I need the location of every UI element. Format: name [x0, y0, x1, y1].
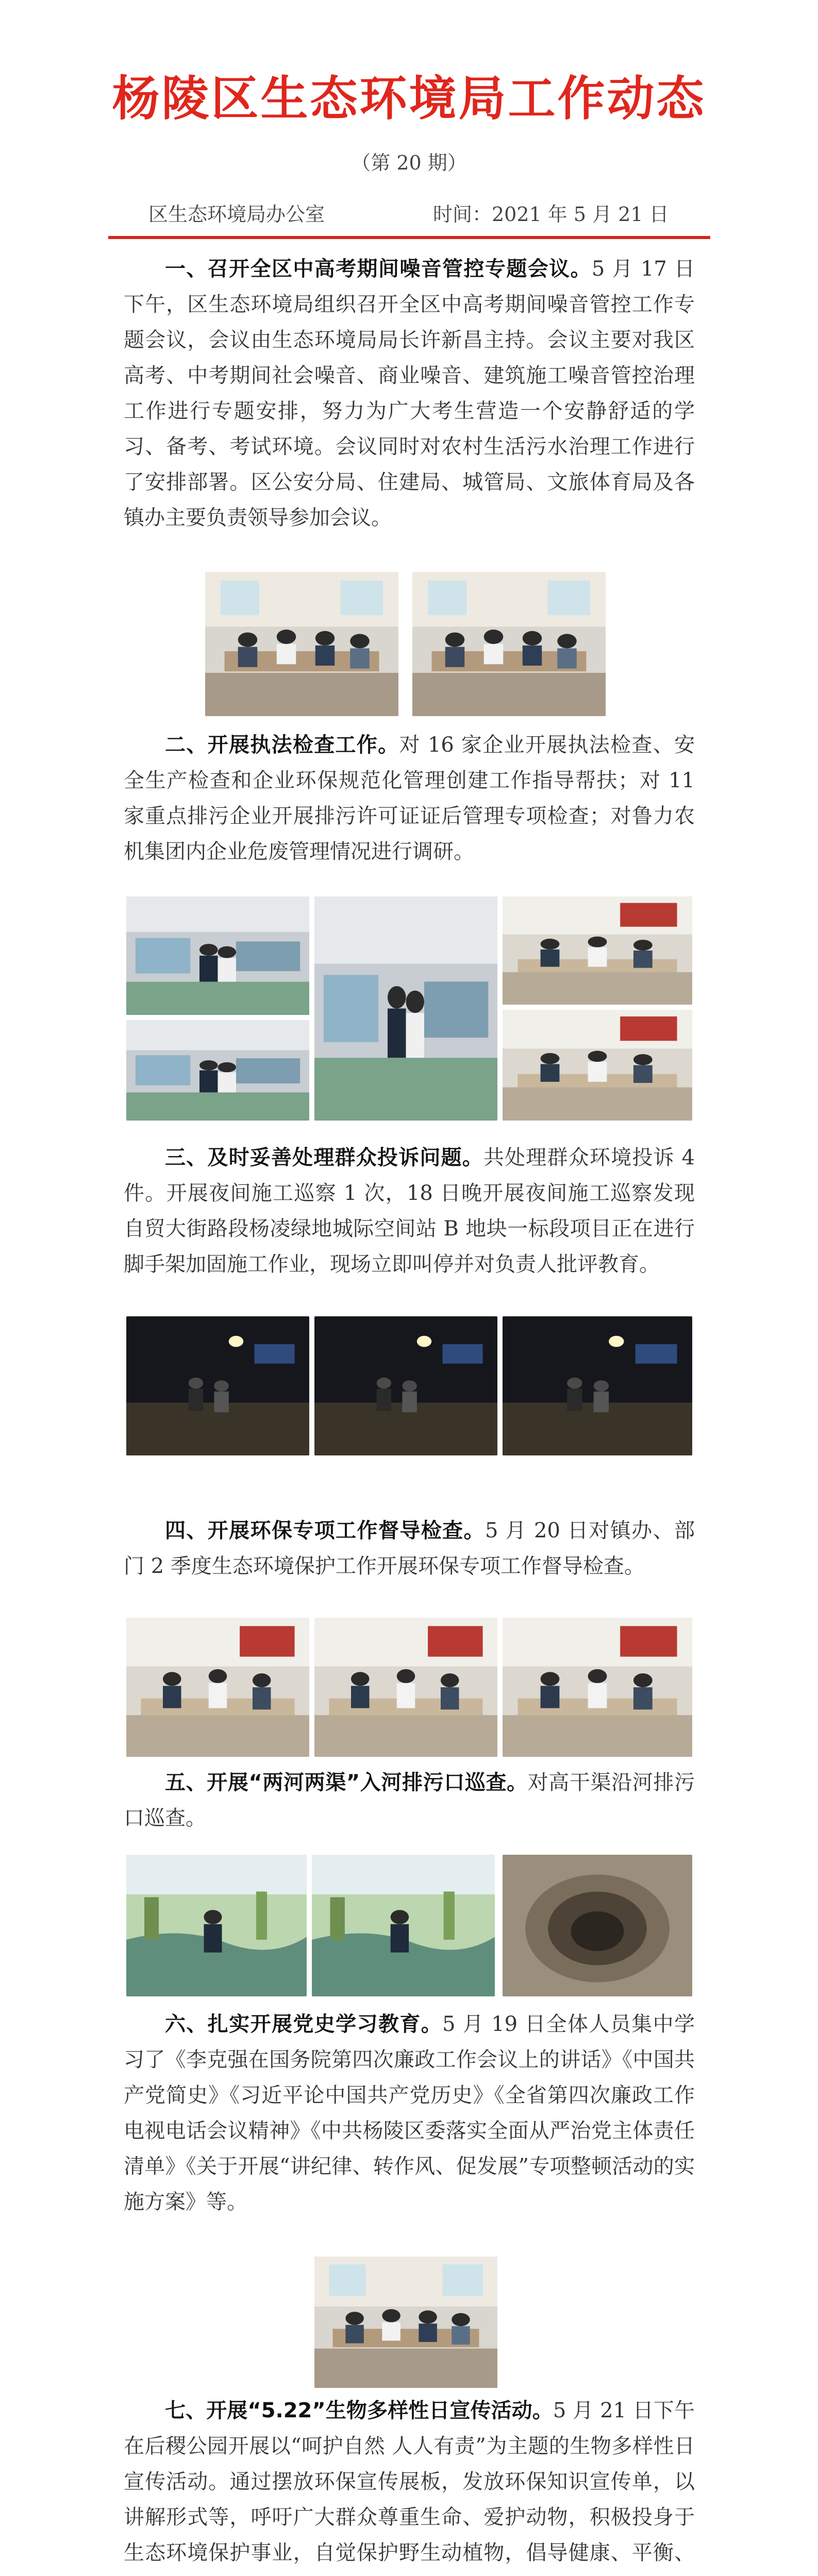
inspection-photo-3	[314, 896, 497, 1121]
inspection-photo-4-image	[503, 896, 692, 1005]
inspection-photo-1-image	[126, 896, 309, 1015]
inspection-photo-5	[503, 1010, 692, 1121]
section-5-heading: 五、开展“两河两渠”入河排污口巡查。	[165, 1771, 528, 1794]
inspection-photo-4	[503, 896, 692, 1005]
section-5-body: 对高干渠沿河排污口巡查。	[124, 1771, 695, 1830]
inspection-photo-1	[126, 896, 309, 1015]
supervision-photo-2-image	[314, 1618, 497, 1757]
section-3-heading: 三、及时妥善处理群众投诉问题。	[165, 1146, 483, 1170]
supervision-photo-3-image	[503, 1618, 692, 1757]
section-4-heading: 四、开展环保专项工作督导检查。	[165, 1519, 485, 1543]
inspection-photo-3-image	[314, 896, 497, 1121]
section-4	[124, 1513, 695, 1584]
meeting-photo-2-image	[412, 572, 606, 716]
section-3	[124, 1140, 695, 1282]
outfall-photo-1	[126, 1855, 307, 1996]
section-6-body: 5 月 19 日全体人员集中学习了《李克强在国务院第四次廉政工作会议上的讲话》《中国共产党简史》《习近平论中国共产党历史》《全省第四次廉政工作电视电话会议精神》《中共杨陵区委落实全面从严治党主体责任清单》《关于开展“讲纪律、转作风、促发展”专项整顿活动的实施方案》等。	[124, 2012, 695, 2214]
meeting-photo-1	[205, 572, 398, 716]
section-1-heading: 一、召开全区中高考期间噪音管控专题会议。	[165, 257, 592, 281]
outfall-photo-3	[503, 1855, 692, 1996]
outfall-photo-2-image	[312, 1855, 495, 1996]
section-2-heading: 二、开展执法检查工作。	[165, 733, 399, 757]
supervision-photo-1	[126, 1618, 309, 1757]
inspection-photo-5-image	[503, 1010, 692, 1121]
outfall-photo-3-image	[503, 1855, 692, 1996]
issue-number: （第 20 期）	[351, 151, 467, 174]
night-patrol-photo-2	[314, 1316, 497, 1455]
section-4-body: 5 月 20 日对镇办、部门 2 季度生态环境保护工作开展环保专项工作督导检查。	[124, 1519, 695, 1578]
newsletter-title: 杨陵区生态环境局工作动态	[112, 71, 706, 126]
outfall-photo-2	[312, 1855, 495, 1996]
supervision-photo-1-image	[126, 1618, 309, 1757]
section-2-body: 对 16 家企业开展执法检查、安全生产检查和企业环保规范化管理创建工作指导帮扶；对 11 家重点排污企业开展排污许可证证后管理专项检查；对鲁力农机集团内企业危废管理情况进行调研。	[124, 733, 695, 863]
section-6-heading: 六、扎实开展党史学习教育。	[165, 2012, 443, 2036]
section-2	[124, 727, 695, 870]
night-patrol-photo-3-image	[503, 1316, 692, 1455]
section-1-body: 5 月 17 日下午，区生态环境局组织召开全区中高考期间噪音管控工作专题会议，会议由生态环境局局长许新昌主持。会议主要对我区高考、中考期间社会噪音、商业噪音、建筑施工噪音管控治理工作进行专题安排，努力为广大考生营造一个安静舒适的学习、备考、考试环境。会议同时对农村生活污水治理工作进行了安排部署。区公安分局、住建局、城管局、文旅体育局及各镇办主要负责领导参加会议。	[124, 257, 695, 530]
meeting-photo-1-image	[205, 572, 398, 716]
supervision-photo-3	[503, 1618, 692, 1757]
issue-date: 时间：2021 年 5 月 21 日	[433, 203, 669, 226]
section-1	[124, 251, 695, 536]
outfall-photo-1-image	[126, 1855, 307, 1996]
header-divider	[108, 236, 710, 239]
section-5	[124, 1765, 695, 1836]
section-6	[124, 2007, 695, 2220]
section-7	[124, 2393, 695, 2576]
study-photo	[314, 2257, 497, 2388]
night-patrol-photo-2-image	[314, 1316, 497, 1455]
meeting-photo-2	[412, 572, 606, 716]
night-patrol-photo-3	[503, 1316, 692, 1455]
inspection-photo-2-image	[126, 1020, 309, 1121]
study-photo-image	[314, 2257, 497, 2388]
section-7-body: 5 月 21 日下午在后稷公园开展以“呵护自然 人人有责”为主题的生物多样性日宣传活动。通过摆放环保宣传展板，发放环保知识宣传单，以讲解形式等，呼吁广大群众尊重生命、爱护动物，积极投身于生态环境保护事业，自觉保护野生动植物，倡导健康、平衡、	[124, 2399, 695, 2565]
supervision-photo-2	[314, 1618, 497, 1757]
issuing-office: 区生态环境局办公室	[148, 203, 325, 226]
section-7-heading: 七、开展“5.22”生物多样性日宣传活动。	[165, 2399, 553, 2422]
night-patrol-photo-1-image	[126, 1316, 309, 1455]
inspection-photo-2	[126, 1020, 309, 1121]
section-3-body: 共处理群众环境投诉 4 件。开展夜间施工巡察 1 次，18 日晚开展夜间施工巡察发现自贸大街路段杨凌绿地城际空间站 B 地块一标段项目正在进行脚手架加固施工作业，现场立即叫停并对负责人批评教育。	[124, 1146, 695, 1276]
night-patrol-photo-1	[126, 1316, 309, 1455]
